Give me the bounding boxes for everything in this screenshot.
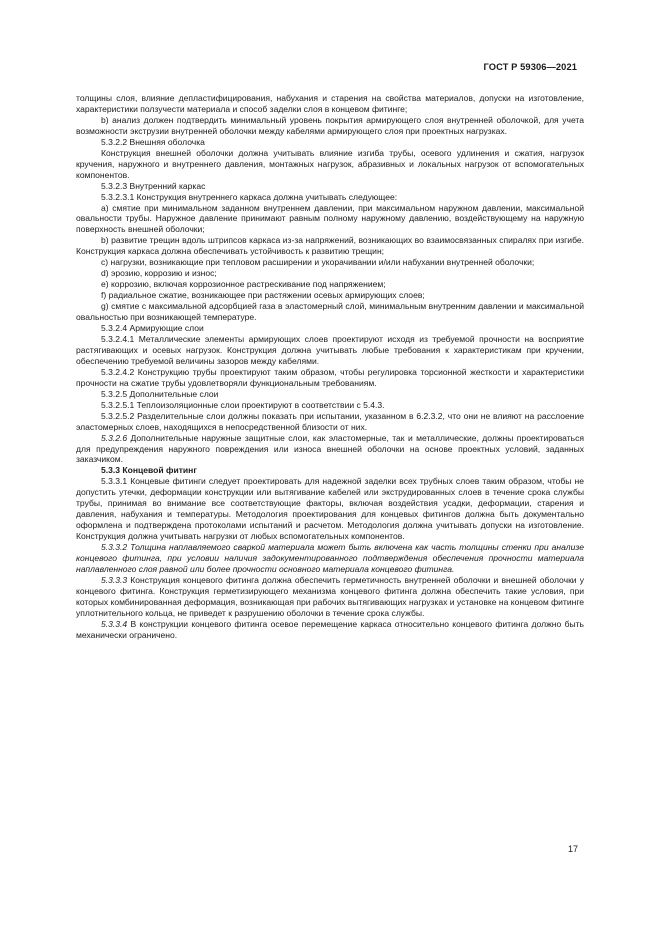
paragraph — [76, 334, 584, 367]
paragraph-text: Дополнительные наружные защитные слои, как эластомерные, так и металлические, должны проектироваться для предупреждения наружного повреждения или износа внешней оболочки на основе проектных условий, заданных заказчиком. — [76, 432, 585, 465]
paragraph — [76, 301, 584, 323]
paragraph-text: b) развитие трещин вдоль штрипсов каркаса из-за напряжений, возникающих во взаимосвязанных спиралях при изгибе. Конструкция каркаса должна обеспечивать устойчивость к развитию трещин; — [76, 235, 584, 257]
paragraph — [76, 290, 584, 301]
paragraph-text: 5.3.2.2 Внешняя оболочка — [101, 136, 205, 147]
paragraph-text: 5.3.2.5.2 Разделительные слои должны показать при испытании, указанном в 6.2.3.2, что они не влияют на расслоение эластомерных слоев, находящихся в непосредственной близости от них. — [76, 410, 584, 432]
paragraph-text: 5.3.2.4 Армирующие слои — [101, 323, 204, 334]
paragraph — [76, 323, 584, 334]
paragraph — [76, 542, 584, 575]
paragraph-text: Конструкция внешней оболочки должна учитывать влияние изгиба трубы, осевого удлинения и сжатия, нагрузок кручения, наружного и внутреннего давления, монтажных нагрузок, абразивных и локальных нагрузок от вспомогательных компонентов. — [76, 147, 584, 180]
paragraph-text: 5.3.2.4.2 Конструкцию трубы проектируют таким образом, чтобы регулировка торсионной жесткости и характеристики прочности на сжатие трубы удовлетворяли функциональным требованиям. — [76, 366, 584, 388]
paragraph — [76, 137, 584, 148]
paragraph — [76, 257, 584, 268]
paragraph-text: f) радиальное сжатие, возникающее при растяжении осевых армирующих слоев; — [101, 290, 425, 301]
paragraph-text: Конструкция концевого фитинга должна обеспечить герметичность внутренней оболочки и внешней оболочки у концевого фитинга. Конструкция герметизирующего механизма концевого фитинга должна обеспечить такие условия, при которых комбинированная деформация, возникающая при рабочих вытягивающих нагрузках и установке на концевом фитинге уплотнительного кольца, не приведет к разрушению оболочки в течение срока службы. — [76, 574, 585, 618]
paragraph-text: В конструкции концевого фитинга осевое перемещение каркаса относительно концевого фитинга должно быть механически ограничено. — [76, 618, 584, 640]
standard-header: ГОСТ Р 59306—2021 — [483, 62, 577, 72]
clause-number: 5.3.2.6 — [101, 432, 131, 443]
paragraph — [76, 192, 584, 203]
paragraph — [76, 476, 584, 542]
paragraph — [76, 279, 584, 290]
paragraph-text: 5.3.2.3 Внутренний каркас — [101, 180, 206, 191]
paragraph — [76, 148, 584, 181]
paragraph-text: g) смятие с максимальной адсорбцией газа в эластомерный слой, минимальным внутренним давлении и максимальной овальностью при возникающей температуре. — [76, 301, 584, 323]
paragraph — [76, 181, 584, 192]
paragraph — [76, 575, 584, 619]
paragraph — [76, 235, 584, 257]
paragraph — [76, 619, 584, 641]
paragraph-text: 5.3.2.3.1 Конструкция внутреннего каркаса должна учитывать следующее: — [101, 191, 398, 202]
paragraph — [76, 400, 584, 411]
document-body — [76, 93, 584, 641]
clause-number: 5.3.3.3 — [101, 574, 131, 585]
paragraph — [76, 268, 584, 279]
paragraph-text: 5.3.3 Концевой фитинг — [101, 465, 197, 476]
paragraph — [76, 93, 584, 115]
paragraph-text: 5.3.2.5.1 Теплоизоляционные слои проектируют в соответствии с 5.4.3. — [101, 399, 385, 410]
page-number: 17 — [567, 844, 578, 854]
paragraph-text: a) смятие при минимальном заданном внутреннем давлении, при максимальном наружном давлении, максимальной овальности трубы. Наружное давление принимают равным полному наружному давлению, воздействующему на наружную поверхность внешней оболочки; — [76, 202, 584, 235]
paragraph-text: 5.3.2.5 Дополнительные слои — [101, 388, 219, 399]
paragraph — [76, 411, 584, 433]
paragraph — [76, 367, 584, 389]
paragraph — [76, 465, 584, 476]
paragraph-text: c) нагрузки, возникающие при тепловом расширении и укорачивании и/или набухании внутренней оболочки; — [101, 257, 535, 268]
paragraph-text: 5.3.2.4.1 Металлические элементы армирующих слоев проектируют исходя из требуемой прочности на восприятие растягивающих и осевых нагрузок. Конструкция должна учитывать любые требования к характеристикам при кручении, обеспечению требуемой величины зазоров между кабелями. — [76, 333, 584, 366]
paragraph-text: 5.3.3.2 Толщина наплавляемого сваркой материала может быть включена как часть толщины стенки при анализе концевого фитинга, при условии наличия задокументированного подтверждения обеспечения прочности материала наплавленного слоя равной или более прочности основного материала концевого фитинга. — [76, 542, 584, 574]
paragraph-text: 5.3.3.1 Концевые фитинги следует проектировать для надежной заделки всех трубных слоев таким образом, чтобы не допустить утечки, деформации конструкции или вытягивание кабелей или экструдированных слоев в течение срока службы трубы, принимая во внимание все соответствующие факторы, включая воздействия усадки, деформации, старения и давления, набухания и температуры. Методология проектирования для концевых фитингов должна быть документально оформлена и подтверждена протоколами испытаний и расчетом. Методология должна учитывать допуски на изготовление. Конструкция должна учитывать нагрузки от любых вспомогательных компонентов. — [76, 476, 584, 542]
clause-number: 5.3.3.4 — [101, 618, 131, 629]
paragraph — [76, 433, 584, 466]
paragraph — [76, 115, 584, 137]
paragraph-text: толщины слоя, влияние депластифицирования, набухания и старения на свойства материалов, допуски на изготовление, характеристики ползучести материала и способ заделки слоя в концевом фитинге; — [76, 93, 584, 114]
paragraph-text: d) эрозию, коррозию и износ; — [101, 268, 217, 279]
paragraph-text: e) коррозию, включая коррозионное растрескивание под напряжением; — [101, 279, 386, 290]
paragraph — [76, 389, 584, 400]
paragraph-text: b) анализ должен подтвердить минимальный уровень покрытия армирующего слоя внутренней оболочкой, для учета возможности экструзии внутренней оболочки между кабелями армирующего слоя при проектных нагрузках. — [76, 114, 584, 136]
paragraph — [76, 203, 584, 236]
